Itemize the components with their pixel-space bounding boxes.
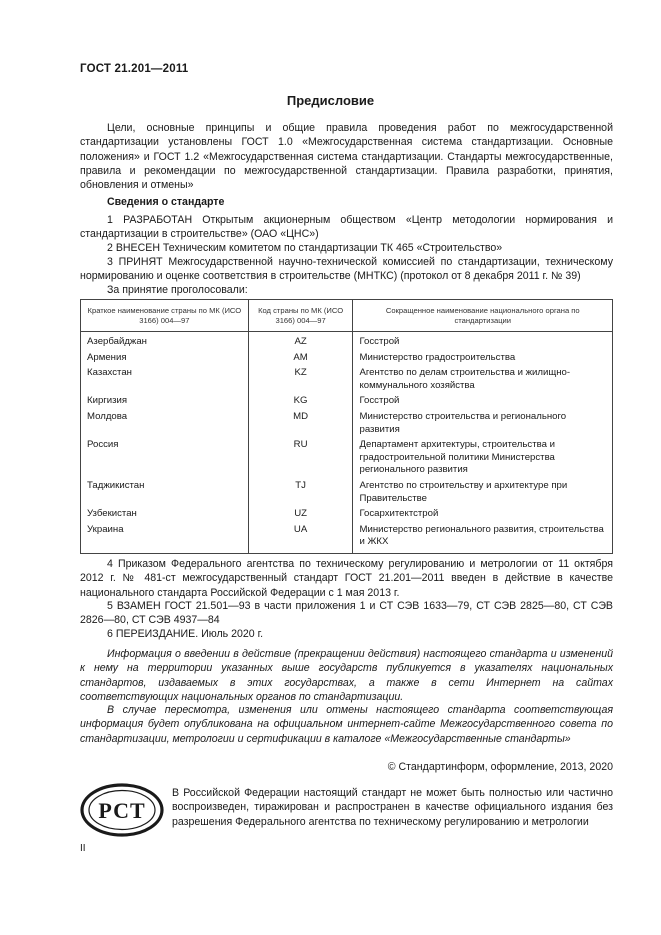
rf-reproduction-note (172, 786, 613, 829)
table-row (81, 410, 613, 438)
item-5: 5 ВЗАМЕН ГОСТ 21.501—93 в части приложения 1 и СТ СЭВ 1633—79, СТ СЭВ 2825—80, СТ СЭВ 2826—80, СТ СЭВ 4937—84 (80, 600, 613, 627)
cell-code: KZ (248, 366, 353, 394)
table-row (81, 479, 613, 507)
item-4: 4 Приказом Федерального агентства по техническому регулированию и метрологии от 11 октября 2012 г. № 481-ст межгосударственный стандарт ГОСТ 21.201—2011 введен в действие в качестве национального стандарта Российской Федерации с 1 мая 2013 г. (80, 558, 613, 599)
document-code: ГОСТ 21.201—2011 (80, 63, 189, 75)
cell-country: Россия (81, 438, 249, 479)
cell-body: Агентство по строительству и архитектуре при Правительстве (353, 479, 613, 507)
cell-country: Узбекистан (81, 507, 249, 523)
table-row (81, 507, 613, 523)
table-row (81, 523, 613, 554)
cell-country: Молдова (81, 410, 249, 438)
cell-code: MD (248, 410, 353, 438)
logo-text: РСТ (98, 798, 146, 823)
table-row (81, 394, 613, 410)
cell-body: Госархитектстрой (353, 507, 613, 523)
cell-code: AM (248, 351, 353, 367)
cell-body: Департамент архитектуры, строительства и градостроительной политики Министерства регионального развития (353, 438, 613, 479)
cell-country: Украина (81, 523, 249, 554)
intro-text: Цели, основные принципы и общие правила проведения работ по межгосударственной стандартизации установлены ГОСТ 1.0 «Межгосударственная система стандартизации. Основные положения» и ГОСТ 1.2 «Межгосударственная система стандартизации. Стандарты межгосударственные, правила и рекомендации по межгосударственной стандартизации. Правила разработки, принятия, обновления и отмены» (80, 122, 613, 192)
cell-country: Киргизия (81, 394, 249, 410)
cell-code: TJ (248, 479, 353, 507)
table-row (81, 438, 613, 479)
cell-code: AZ (248, 332, 353, 351)
cell-country: Армения (81, 351, 249, 367)
intro-paragraph (80, 121, 613, 192)
cell-body: Министерство градостроительства (353, 351, 613, 367)
cell-country: Казахстан (81, 366, 249, 394)
cell-body: Агентство по делам строительства и жилищно-коммунального хозяйства (353, 366, 613, 394)
item-6: 6 ПЕРЕИЗДАНИЕ. Июль 2020 г. (107, 628, 264, 640)
item-1: 1 РАЗРАБОТАН Открытым акционерным обществом «Центр методологии нормирования и стандартизации в строительстве» (ОАО «ЦНС») (80, 214, 613, 241)
cell-country: Азербайджан (81, 332, 249, 351)
revision-note: В случае пересмотра, изменения или отмены настоящего стандарта соответствующая информация будет опубликована на официальном интернет-сайте Межгосударственного совета по стандартизации, метрологии и сертификации в каталоге «Межгосударственные стандарты» (80, 704, 613, 745)
voted-for-label: За принятие проголосовали: (107, 284, 248, 296)
cell-country: Таджикистан (81, 479, 249, 507)
rf-note-text: В Российской Федерации настоящий стандарт не может быть полностью или частично воспроизведен, тиражирован и распространен в качестве официального издания без разрешения Федерального агентства по техническому регулированию и метрологии (172, 787, 613, 828)
page-title: Предисловие (286, 93, 375, 108)
copyright-line: © Стандартинформ, оформление, 2013, 2020 (387, 761, 613, 773)
voting-table (80, 299, 613, 554)
cell-body: Госстрой (353, 394, 613, 410)
table-row (81, 332, 613, 351)
cell-body: Министерство регионального развития, строительства и ЖКХ (353, 523, 613, 554)
header-country: Краткое наименование страны по МК (ИСО 3166) 004—97 (81, 300, 249, 332)
cell-code: RU (248, 438, 353, 479)
cell-body: Министерство строительства и регионального развития (353, 410, 613, 438)
rst-mark-icon (80, 783, 164, 837)
info-note: Информация о введении в действие (прекращении действия) настоящего стандарта и изменений к нему на территории указанных выше государств публикуется в указателях национальных стандартов, издаваемых в этих государствах, а также в сети Интернет на сайтах соответствующих национальных органов по стандартизации. (80, 648, 613, 703)
cell-code: KG (248, 394, 353, 410)
page-number: II (80, 843, 86, 854)
standard-info-heading: Сведения о стандарте (107, 196, 225, 208)
table-header-row (81, 300, 613, 332)
cell-code: UZ (248, 507, 353, 523)
item-2: 2 ВНЕСЕН Техническим комитетом по стандартизации ТК 465 «Строительство» (107, 242, 503, 254)
cell-code: UA (248, 523, 353, 554)
table-row (81, 366, 613, 394)
header-code: Код страны по МК (ИСО 3166) 004—97 (248, 300, 353, 332)
table-row (81, 351, 613, 367)
header-body: Сокращенное наименование национального органа по стандартизации (353, 300, 613, 332)
item-3: 3 ПРИНЯТ Межгосударственной научно-технической комиссией по стандартизации, техническому нормированию и оценке соответствия в строительстве (МНТКС) (протокол от 8 декабря 2011 г. № 39) (80, 256, 613, 283)
cell-body: Госстрой (353, 332, 613, 351)
